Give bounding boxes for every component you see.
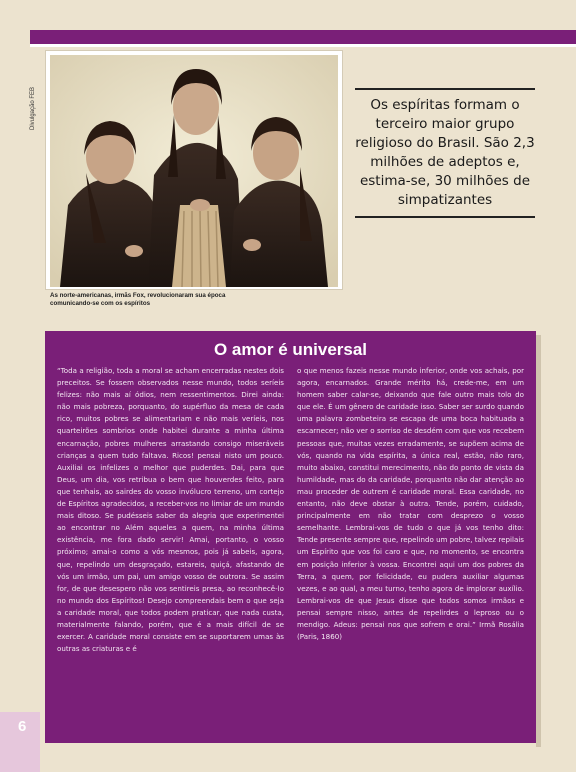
photo-credit: Divulgação FEB <box>30 86 36 130</box>
article-panel <box>45 331 536 743</box>
header-rule <box>30 30 576 44</box>
panel-shadow <box>536 335 541 747</box>
pull-quote-bottom-rule <box>355 216 535 218</box>
pull-quote <box>355 88 535 218</box>
pull-quote-top-rule <box>355 88 535 90</box>
article-column-left: “Toda a religião, toda a moral se acham encerradas nestes dois preceitos. Se fossem observados nesse mundo, todos seríeis felizes: não mais aí ódios, nem ressentimentos. Direi ainda: não mais pobreza, porquanto, do supérfluo da mesa de cada rico, muitos pobres se alimentariam e não mais veríeis, nos quarteirões sombrios onde habitei durante a minha última encarnação, pobres mulheres arrastando consigo miseráveis crianças a quem tudo faltava. Ricos! pensai nisto um pouco. Auxiliai os infelizes o melhor que puderdes. Dai, para que Deus, um dia, vos retribua o bem que houverdes feito, para que tenhais, ao sairdes do vosso invólucro terreno, um cortejo de Espíritos agradecidos, a receber-vos no limiar de um mundo mais ditoso. Se pudésseis saber da alegria que experimentei ao encontrar no Além aqueles a quem, na minha última existência, me fora dado servir! Amai, portanto, o vosso próximo; amai-o como a vós mesmos, pois já sabeis, agora, que, repelindo um desgraçado, estareis, quiçá, afastando de vós um irmão, um pai, um amigo vosso de outrora. Se assim for, de que desespero não vos sentireis presa, ao reconhecê-lo no mundo dos Espíritos! Desejo compreendais bem o que seja a caridade moral, que todos podem praticar, que nada custa, materialmente falando, porém, que é a mais difícil de se exercer. A caridade moral consiste em se suportarem umas às outras as criaturas e é <box>57 366 284 654</box>
page-margin <box>0 0 30 772</box>
article-column-right: o que menos fazeis nesse mundo inferior, onde vos achais, por agora, encarnados. Grande mérito há, crede-me, em um homem saber calar-se, deixando que fale outro mais tolo do que ele. É um gênero de caridade isso. Saber ser surdo quando uma palavra zombeteira se escapa de uma boca habituada a escarnecer; não ver o sorriso de desdém com que vos recebem pessoas que, muitas vezes erradamente, se supõem acima de vós, quando na vida espírita, a única real, estão, não raro, muito abaixo, constitui merecimento, não do ponto de vista da humildade, mas do da caridade, porquanto não dar atenção ao mau proceder de outrem é caridade moral. Essa caridade, no entanto, não deve obstar à outra. Tende, porém, cuidado, principalmente em não tratar com desprezo o vosso semelhante. Lembrai-vos de tudo o que já vos tenho dito: Tende presente sempre que, repelindo um pobre, talvez repilais um Espírito que vos foi caro e que, no momento, se encontra em posição inferior à vossa. Encontrei aqui um dos pobres da Terra, a quem, por felicidade, eu pudera auxiliar algumas vezes, e ao qual, a meu turno, tenho agora de implorar auxílio. Lembrai-vos de que Jesus disse que todos somos irmãos e pensai sempre nisso, antes de repelirdes o leproso ou o mendigo. Adeus: pensai nos que sofrem e orai.” Irmã Rosália (Paris, 1860) <box>297 366 524 642</box>
fox-sisters-photo <box>50 55 338 287</box>
page-number: 6 <box>18 718 27 735</box>
photo-caption: As norte-americanas, irmãs Fox, revolucionaram sua época comunicando-se com os espíritos <box>50 292 226 307</box>
article-title: O amor é universal <box>213 340 368 359</box>
pull-quote-text: Os espíritas formam o terceiro maior grupo religioso do Brasil. São 2,3 milhões de adeptos e, estima-se, 30 milhões de simpatizantes <box>355 97 535 208</box>
